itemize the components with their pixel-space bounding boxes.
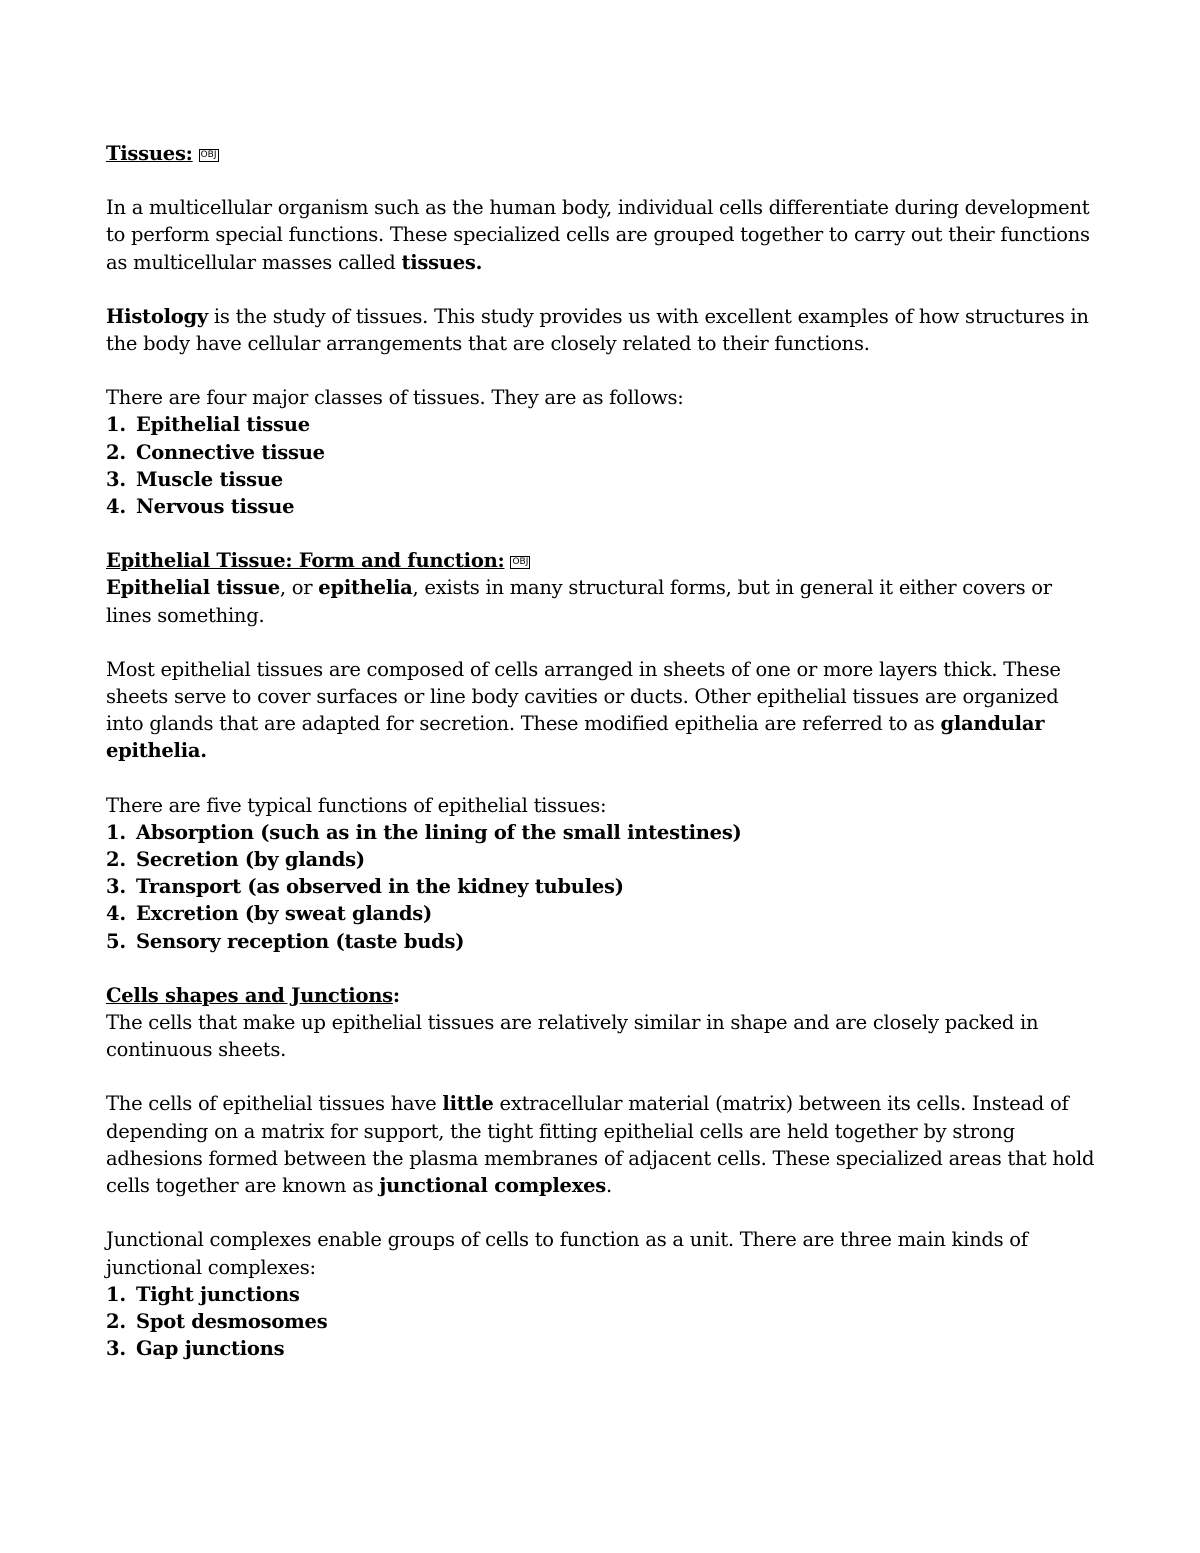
bold-term: tissues. (401, 250, 483, 274)
heading-text: Epithelial Tissue: Form and function: (106, 549, 505, 573)
list-item (106, 493, 1100, 520)
text-run: In a multicellular organism such as the human body, individual cells differentiate during development to perform special functions. These specialized cells are grouped together to carry out their functions as multicellular masses called (106, 196, 1090, 274)
bold-term: glandular epithelia. (106, 712, 1045, 763)
paragraph-epithelial-sheets (106, 656, 1100, 765)
object-placeholder-icon: OBJ (512, 557, 529, 568)
list-item (106, 928, 1100, 955)
paragraph-tissues-intro (106, 194, 1100, 276)
list-text: Absorption (such as in the lining of the small intestines) (136, 820, 742, 844)
bold-term: junctional complexes (379, 1174, 606, 1198)
text-run: . (605, 1174, 612, 1198)
bold-term: epithelia (318, 576, 413, 600)
list-item (106, 900, 1100, 927)
list-text: Secretion (by glands) (136, 848, 365, 872)
list-text: Nervous tissue (136, 495, 295, 519)
paragraph-cell-shapes: The cells that make up epithelial tissues are relatively similar in shape and are closely packed in continuous sheets. (106, 1011, 1039, 1062)
list-number: 3. (106, 467, 126, 491)
list-item (106, 846, 1100, 873)
text-run: is the study of tissues. This study provides us with excellent examples of how structures in the body have cellular arrangements that are closely related to their functions. (106, 304, 1089, 356)
text-run: The cells of epithelial tissues have (106, 1092, 443, 1116)
list-number: 1. (106, 413, 126, 437)
list-number: 3. (106, 1337, 126, 1361)
list-text: Spot desmosomes (136, 1309, 328, 1333)
list-text: Sensory reception (taste buds) (136, 929, 465, 953)
list-text: Excretion (by sweat glands) (136, 902, 432, 926)
list-number: 2. (106, 848, 126, 872)
heading-colon: : (392, 983, 400, 1007)
list-text: Connective tissue (136, 440, 325, 464)
epithelial-functions-list (106, 819, 1100, 955)
bold-term: Histology (106, 304, 208, 328)
paragraph-epithelial-intro (106, 574, 1100, 628)
list-number: 1. (106, 1282, 126, 1306)
junction-kinds-list (106, 1281, 1100, 1363)
list-number: 2. (106, 440, 126, 464)
text-run: , exists in many structural forms, but in general it either covers or lines something. (106, 576, 1052, 627)
list-text: Epithelial tissue (136, 413, 310, 437)
heading-text: Tissues: (106, 142, 193, 165)
paragraph-epithelial-functions: There are five typical functions of epithelial tissues: (106, 793, 607, 817)
paragraph-histology (106, 303, 1100, 357)
list-item (106, 466, 1100, 493)
bold-term: little (442, 1092, 494, 1116)
paragraph-extracellular (106, 1090, 1100, 1199)
tissue-classes-list (106, 411, 1100, 520)
list-text: Tight junctions (136, 1282, 300, 1306)
paragraph-junctional-complexes: Junctional complexes enable groups of cells to function as a unit. There are three main kinds of junctional complexes: (106, 1228, 1028, 1279)
list-item (106, 411, 1100, 438)
section-heading-tissues (106, 140, 1100, 167)
list-number: 4. (106, 902, 126, 926)
text-run: Most epithelial tissues are composed of cells arranged in sheets of one or more layers thick. These sheets serve to cover surfaces or line body cavities or ducts. Other epithelial tissues are organized into glands that are adapted for secretion. These modified epithelia are referred to as (106, 657, 1061, 736)
text-run: , or (279, 576, 319, 600)
list-item (106, 873, 1100, 900)
bold-term: Epithelial tissue (106, 576, 280, 600)
section-heading-junctions (106, 982, 1100, 1009)
list-item (106, 1335, 1100, 1362)
section-heading-epithelial (106, 547, 1100, 574)
object-placeholder-icon: OBJ (200, 150, 217, 160)
list-text: Muscle tissue (136, 467, 283, 491)
list-item (106, 819, 1100, 846)
list-number: 4. (106, 495, 126, 519)
text-run: extracellular material (matrix) between its cells. Instead of depending on a matrix for support, the tight fitting epithelial cells are held together by strong adhesions formed between the plasma membranes of adjacent cells. These specialized areas that hold cells together are known as (106, 1092, 1095, 1198)
list-number: 1. (106, 820, 126, 844)
list-number: 2. (106, 1309, 126, 1333)
list-item (106, 1308, 1100, 1335)
heading-text: Cells shapes and Junctions (106, 983, 393, 1007)
list-text: Transport (as observed in the kidney tubules) (136, 875, 624, 899)
list-number: 3. (106, 875, 126, 899)
list-item (106, 439, 1100, 466)
list-text: Gap junctions (136, 1337, 285, 1361)
paragraph-tissue-classes: There are four major classes of tissues. They are as follows: (106, 386, 684, 410)
list-item (106, 1281, 1100, 1308)
list-number: 5. (106, 929, 126, 953)
